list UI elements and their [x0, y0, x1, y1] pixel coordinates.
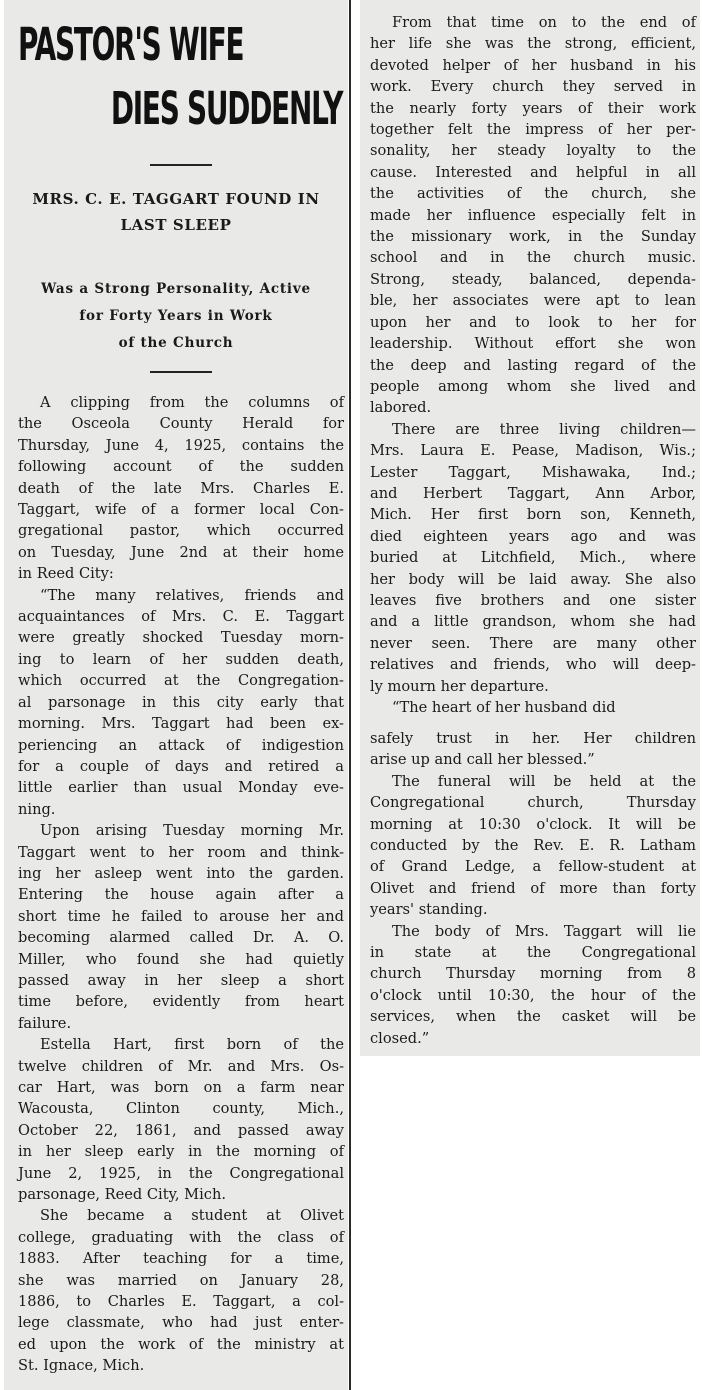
text-line: twelve children of Mr. and Mrs. Os-	[18, 1057, 344, 1075]
text-line: for a couple of days and retired a	[18, 757, 344, 775]
text-line: failure.	[18, 1014, 72, 1032]
text-line: cause. Interested and helpful in all	[370, 163, 696, 181]
text-line: ing her asleep went into the garden.	[18, 864, 344, 882]
text-line: A clipping from the columns of	[40, 394, 344, 411]
text-line: time before, evidently from heart	[18, 993, 344, 1011]
text-line: short time he failed to arouse her and	[18, 907, 344, 925]
text-line: Congregational church, Thursday	[370, 794, 696, 812]
text-line: she was married on January 28,	[18, 1271, 344, 1289]
article-column-right-top	[360, 0, 700, 722]
article-body-right-top	[370, 12, 696, 718]
text-line: buried at Litchfield, Mich., where	[370, 549, 696, 567]
subheadline	[14, 186, 338, 238]
column-rule	[349, 0, 351, 1390]
text-line: together felt the impress of her per-	[370, 121, 696, 139]
text-line: services, when the casket will be	[370, 1008, 696, 1026]
headline-divider	[150, 164, 212, 166]
text-line: periencing an attack of indigestion	[18, 736, 344, 754]
text-line: passed away in her sleep a short	[18, 971, 344, 989]
text-line: Olivet and friend of more than forty	[370, 879, 696, 897]
text-line: the nearly forty years of their work	[370, 99, 696, 117]
text-line: in state at the Congregational	[370, 944, 696, 962]
text-line: in Reed City:	[18, 565, 114, 583]
text-line: the deep and lasting regard of the	[370, 356, 696, 374]
text-line: Miller, who found she had quietly	[18, 950, 344, 968]
text-line: From that time on to the end of	[392, 14, 696, 31]
article-body-right-bottom	[370, 728, 696, 1049]
article-column-right-bottom	[360, 722, 700, 1056]
text-line: church Thursday morning from 8	[370, 965, 696, 983]
text-line: “The heart of her husband did	[392, 699, 616, 716]
text-line: arise up and call her blessed.”	[370, 751, 595, 769]
text-line: work. Every church they served in	[370, 78, 696, 96]
text-line: labored.	[370, 399, 432, 417]
text-line: leaves five brothers and one sister	[370, 591, 696, 609]
subheadline-line: MRS. C. E. TAGGART FOUND IN	[32, 190, 320, 208]
paragraph	[18, 585, 344, 820]
text-line: leadership. Without effort she won	[370, 335, 696, 353]
text-line: St. Ignace, Mich.	[18, 1357, 145, 1375]
article-body-left	[18, 392, 344, 1377]
text-line: school and in the church music.	[370, 249, 696, 267]
text-line: and Herbert Taggart, Ann Arbor,	[370, 484, 696, 502]
text-line: conducted by the Rev. E. R. Latham	[370, 837, 696, 855]
text-line: Entering the house again after a	[18, 886, 344, 904]
text-line: on Tuesday, June 2nd at their home	[18, 543, 344, 561]
text-line: the missionary work, in the Sunday	[370, 228, 696, 246]
text-line: The body of Mrs. Taggart will lie	[392, 922, 696, 940]
paragraph	[370, 728, 696, 771]
paragraph	[18, 1034, 344, 1205]
text-line: 1883. After teaching for a time,	[18, 1250, 344, 1268]
text-line: ly mourn her departure.	[370, 677, 549, 695]
text-line: college, graduating with the class of	[18, 1228, 344, 1246]
text-line: little earlier than usual Monday eve-	[18, 779, 344, 797]
text-line: lege classmate, who had just enter-	[18, 1314, 344, 1332]
text-line: Thursday, June 4, 1925, contains the	[18, 436, 344, 454]
text-line: Wacousta, Clinton county, Mich.,	[18, 1100, 344, 1118]
text-line: There are three living children—	[392, 420, 696, 438]
text-line: 1886, to Charles E. Taggart, a col-	[18, 1293, 344, 1311]
text-line: morning. Mrs. Taggart had been ex-	[18, 715, 344, 733]
paragraph	[370, 697, 696, 718]
text-line: She became a student at Olivet	[40, 1207, 344, 1225]
text-line: Upon arising Tuesday morning Mr.	[40, 822, 344, 840]
paragraph	[18, 392, 344, 585]
text-line: June 2, 1925, in the Congregational	[18, 1164, 344, 1182]
text-line: in her sleep early in the morning of	[18, 1143, 344, 1161]
paragraph	[18, 820, 344, 1034]
text-line: Strong, steady, balanced, dependa-	[370, 270, 696, 288]
subheadline-line: LAST SLEEP	[120, 216, 232, 234]
text-line: Mrs. Laura E. Pease, Madison, Wis.;	[370, 442, 696, 460]
text-line: made her influence especially felt in	[370, 206, 696, 224]
text-line: morning at 10:30 o'clock. It will be	[370, 815, 696, 833]
article-column-left	[4, 0, 348, 1390]
deck-divider	[150, 371, 212, 373]
text-line: death of the late Mrs. Charles E.	[18, 479, 344, 497]
paragraph	[370, 771, 696, 921]
text-line: Estella Hart, first born of the	[40, 1036, 344, 1054]
text-line: following account of the sudden	[18, 458, 344, 476]
text-line: the Osceola County Herald for	[18, 415, 344, 433]
text-line: devoted helper of her husband in his	[370, 56, 696, 74]
text-line: upon her and to look to her for	[370, 313, 696, 331]
paragraph	[370, 419, 696, 697]
text-line: ble, her associates were apt to lean	[370, 292, 696, 310]
text-line: Lester Taggart, Mishawaka, Ind.;	[370, 463, 696, 481]
headline-line-1: PASTOR'S WIFE	[18, 18, 244, 71]
text-line: Taggart, wife of a former local Con-	[18, 501, 344, 519]
secondary-deck	[14, 276, 338, 357]
headline-line-2: DIES SUDDENLY	[110, 82, 342, 135]
text-line: ed upon the work of the ministry at	[18, 1335, 344, 1353]
paragraph	[370, 12, 696, 419]
deck-line: for Forty Years in Work	[79, 308, 273, 324]
text-line: were greatly shocked Tuesday morn-	[18, 629, 344, 647]
text-line: safely trust in her. Her children	[370, 730, 696, 747]
text-line: Taggart went to her room and think-	[18, 843, 344, 861]
text-line: of Grand Ledge, a fellow-student at	[370, 858, 696, 876]
text-line: died eighteen years ago and was	[370, 527, 696, 545]
text-line: acquaintances of Mrs. C. E. Taggart	[18, 608, 344, 626]
text-line: o'clock until 10:30, the hour of the	[370, 986, 696, 1004]
text-line: people among whom she lived and	[370, 377, 696, 395]
text-line: her body will be laid away. She also	[370, 570, 696, 588]
text-line: sonality, her steady loyalty to the	[370, 142, 696, 160]
text-line: and a little grandson, whom she had	[370, 613, 696, 631]
text-line: Mich. Her first born son, Kenneth,	[370, 506, 696, 524]
text-line: al parsonage in this city early that	[18, 693, 344, 711]
text-line: becoming alarmed called Dr. A. O.	[18, 929, 344, 947]
text-line: gregational pastor, which occurred	[18, 522, 344, 540]
text-line: car Hart, was born on a farm near	[18, 1079, 344, 1096]
text-line: her life she was the strong, efficient,	[370, 35, 696, 53]
text-line: ing to learn of her sudden death,	[18, 650, 344, 668]
text-line: years' standing.	[370, 901, 488, 919]
paragraph	[370, 921, 696, 1049]
text-line: October 22, 1861, and passed away	[18, 1121, 344, 1139]
text-line: never seen. There are many other	[370, 634, 696, 652]
deck-line: of the Church	[118, 335, 234, 351]
text-line: closed.”	[370, 1029, 430, 1047]
text-line: relatives and friends, who will deep-	[370, 656, 696, 674]
text-line: The funeral will be held at the	[392, 772, 696, 790]
paragraph	[18, 1205, 344, 1376]
text-line: “The many relatives, friends and	[40, 586, 344, 604]
text-line: parsonage, Reed City, Mich.	[18, 1186, 226, 1204]
text-line: the activities of the church, she	[370, 185, 696, 203]
text-line: ning.	[18, 800, 56, 818]
deck-line: Was a Strong Personality, Active	[41, 281, 311, 297]
text-line: which occurred at the Congregation-	[18, 672, 344, 690]
